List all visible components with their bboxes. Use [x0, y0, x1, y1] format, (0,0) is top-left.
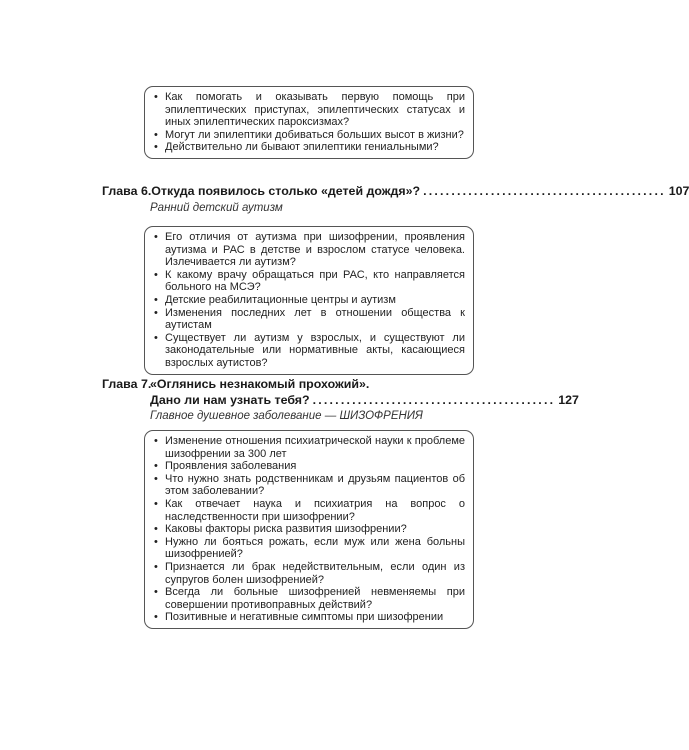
topics-box-1 [144, 86, 474, 159]
bullet-icon: • [154, 472, 158, 485]
list-item: • Всегда ли больные шизофренией невменяемы при совершении противоправных действий? [154, 586, 465, 611]
bullet-icon: • [154, 331, 158, 344]
list-item: • Каковы факторы риска развития шизофрении? [154, 523, 407, 536]
topics-list [154, 435, 465, 624]
bullet-icon: • [154, 141, 158, 154]
chapter-number: Глава 7. [102, 377, 152, 391]
list-item: • Позитивные и негативные симптомы при шизофрении [154, 611, 444, 624]
list-item: • Как помогать и оказывать первую помощь при эпилептических приступах, эпилептических статусах и иных эпилептических пароксизмах? [154, 91, 465, 129]
bullet-icon: • [154, 611, 158, 624]
chapter-title: Откуда появилось столько «детей дождя»? [151, 184, 421, 198]
list-item: • Детские реабилитационные центры и аутизм [154, 293, 396, 306]
bullet-icon: • [154, 460, 158, 473]
chapter-title-line-2: Дано ли нам узнать тебя? [150, 393, 310, 407]
topics-box-2 [144, 226, 474, 375]
bullet-icon: • [154, 293, 158, 306]
chapter-title-line-1: «Оглянись незнакомый прохожий». [150, 377, 370, 391]
bullet-icon: • [154, 560, 158, 573]
bullet-icon: • [154, 586, 158, 599]
list-item: • Изменения последних лет в отношении общества к аутистам [154, 306, 465, 332]
list-item: • Его отличия от аутизма при шизофрении, проявления аутизма и РАС в детстве и взрослом статусе человека. Излечивается ли аутизм? [154, 231, 465, 269]
chapter-number: Глава 6. [102, 184, 152, 198]
topics-box-3 [144, 430, 474, 629]
bullet-icon: • [154, 231, 158, 243]
chapter-6-subtitle: Ранний детский аутизм [150, 202, 283, 214]
list-item: • Действительно ли бывают эпилептики гениальными? [154, 141, 439, 154]
dot-leader: ........................................... [423, 184, 666, 198]
list-item: • Существует ли аутизм у взрослых, и существуют ли законодательные или нормативные акты, касающиеся взрослых аутистов? [154, 331, 465, 369]
bullet-icon: • [154, 91, 158, 103]
page-number: 107 [668, 184, 689, 198]
list-item: • Что нужно знать родственникам и друзьям пациентов об этом заболевании? [154, 472, 465, 498]
bullet-icon: • [154, 435, 158, 447]
list-item: • Изменение отношения психиатрической науки к проблеме шизофрении за 300 лет [154, 435, 465, 460]
dot-leader: ........................................... [312, 393, 556, 407]
topics-list [154, 231, 465, 370]
list-item: • Могут ли эпилептики добиваться больших высот в жизни? [154, 128, 464, 141]
bullet-icon: • [154, 497, 158, 510]
list-item: • Нужно ли бояться рожать, если муж или жена больны шизофренией? [154, 535, 465, 561]
chapter-7-subtitle: Главное душевное заболевание — ШИЗОФРЕНИЯ [150, 410, 423, 422]
list-item: • Проявления заболевания [154, 460, 297, 473]
bullet-icon: • [154, 306, 158, 319]
bullet-icon: • [154, 268, 158, 281]
list-item: • Как отвечает наука и психиатрия на вопрос о наследственности при шизофрении? [154, 497, 465, 523]
chapter-7-heading [102, 376, 579, 408]
chapter-6-heading [102, 184, 689, 198]
topics-list [154, 91, 465, 154]
bullet-icon: • [154, 128, 158, 141]
bullet-icon: • [154, 535, 158, 548]
bullet-icon: • [154, 523, 158, 536]
page-number: 127 [558, 393, 579, 407]
list-item: • Признается ли брак недействительным, если один из супругов болен шизофренией? [154, 560, 465, 586]
list-item: • К какому врачу обращаться при РАС, кто направляется больного на МСЭ? [154, 268, 465, 294]
